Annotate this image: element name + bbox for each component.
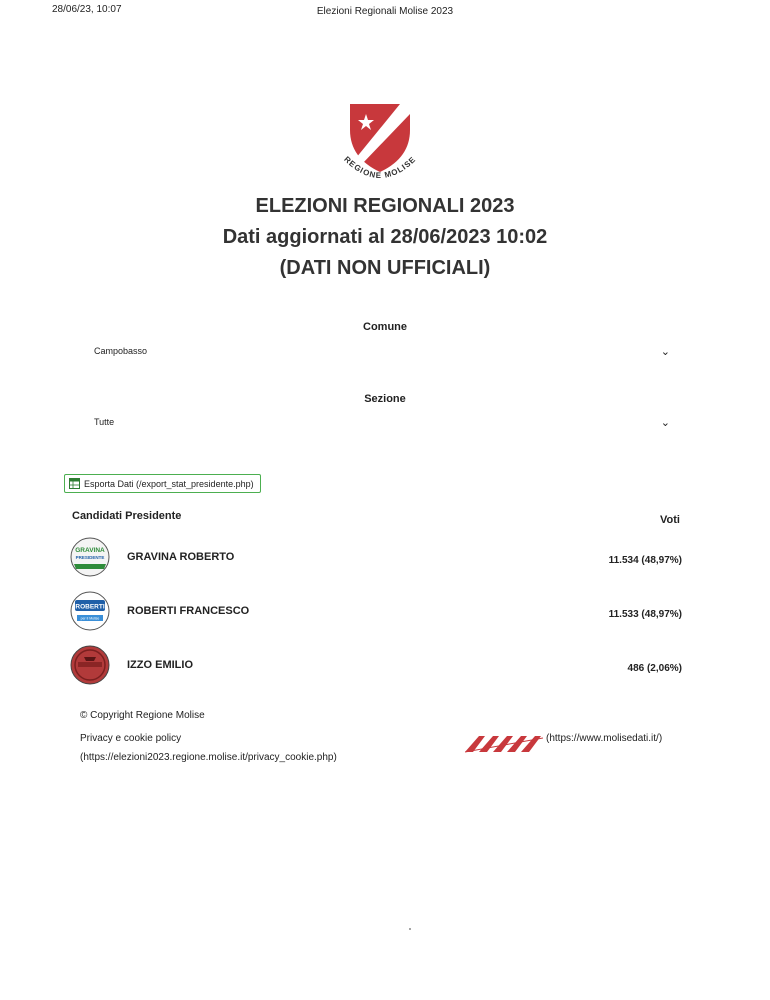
candidate-row: [70, 537, 682, 577]
candidate-row: [70, 591, 682, 631]
candidate-votes: 11.534 (48,97%): [608, 555, 682, 566]
copyright-text: © Copyright Regione Molise: [80, 710, 205, 721]
comune-label: Comune: [363, 321, 407, 333]
page-title: ELEZIONI REGIONALI 2023: [255, 195, 515, 217]
privacy-policy-url[interactable]: (https://elezioni2023.regione.molise.it/privacy_cookie.php): [80, 752, 337, 763]
candidate-votes: 486 (2,06%): [627, 663, 682, 674]
comune-value: Campobasso: [94, 346, 148, 356]
scan-speck: [409, 928, 411, 930]
svg-text:PRESIDENTE: PRESIDENTE: [75, 555, 105, 560]
export-data-label: Esporta Dati (/export_stat_presidente.php): [84, 478, 254, 489]
chevron-down-icon: ⌄: [660, 417, 670, 429]
sezione-value: Tutte: [94, 417, 115, 427]
svg-text:ROBERTI: ROBERTI: [75, 603, 105, 611]
print-datetime: 28/06/23, 10:07: [52, 4, 122, 15]
candidate-name: IZZO EMILIO: [127, 659, 193, 671]
export-data-button[interactable]: [64, 474, 261, 493]
sezione-label: Sezione: [364, 393, 406, 405]
gravina-presidente-emblem-icon: [70, 537, 110, 577]
svg-text:per il Molise: per il Molise: [80, 616, 100, 621]
candidate-name: ROBERTI FRANCESCO: [127, 605, 250, 617]
spreadsheet-icon: [69, 478, 80, 489]
update-timestamp: Dati aggiornati al 28/06/2023 10:02: [222, 226, 548, 248]
logo-text: REGIONE MOLISE: [342, 154, 418, 181]
candidate-name: GRAVINA ROBERTO: [127, 551, 235, 563]
print-page-title: Elezioni Regionali Molise 2023: [316, 6, 454, 17]
candidate-votes: 11.533 (48,97%): [608, 609, 682, 620]
svg-text:GRAVINA: GRAVINA: [75, 547, 105, 554]
izzo-emblem-icon: [70, 645, 110, 685]
chevron-down-icon: ⌄: [660, 346, 670, 358]
votes-column-header: Voti: [660, 514, 680, 526]
comune-select[interactable]: [88, 342, 678, 364]
privacy-policy-link[interactable]: Privacy e cookie policy: [80, 733, 182, 744]
sezione-select[interactable]: [88, 413, 678, 435]
candidate-row: [70, 645, 682, 685]
roberti-emblem-icon: [70, 591, 110, 631]
candidates-column-header: Candidati Presidente: [72, 510, 182, 522]
molisedati-link[interactable]: (https://www.molisedati.it/): [546, 733, 663, 744]
regione-molise-logo: [330, 100, 430, 195]
unofficial-notice: (DATI NON UFFICIALI): [279, 257, 491, 279]
molisedati-logo[interactable]: [465, 732, 543, 754]
